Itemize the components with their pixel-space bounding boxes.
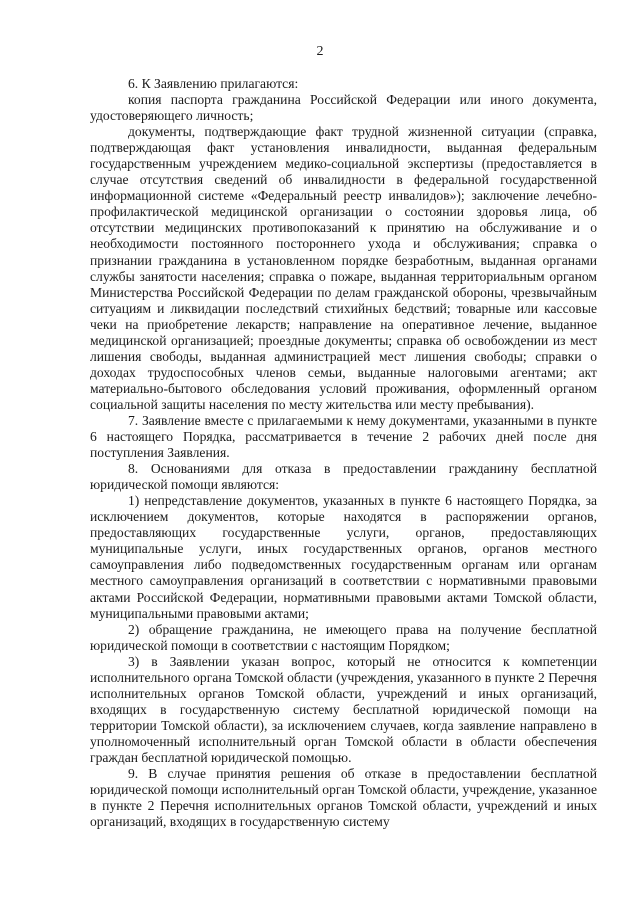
paragraph-8-heading: 8. Основаниями для отказа в предоставлении гражданину бесплатной юридической помощи являются: bbox=[90, 461, 597, 493]
paragraph-9: 9. В случае принятия решения об отказе в предоставлении бесплатной юридической помощи исполнительный орган Томской области, учреждение, указанное в пункте 2 Перечня исполнительных органов Томской области, учреждений и иных организаций, входящих в государственную систему bbox=[90, 766, 597, 830]
paragraph-passport-copy: копия паспорта гражданина Российской Федерации или иного документа, удостоверяющего личность; bbox=[90, 92, 597, 124]
paragraph-hardship-documents: документы, подтверждающие факт трудной жизненной ситуации (справка, подтверждающая факт установления инвалидности, выданная федеральным государственным учреждением медико-социальной экспертизы (предоставляется в случае отсутствия сведений об инвалидности в федеральной государственной информационной системе «Федеральный реестр инвалидов»); заключение лечебно-профилактической медицинской организации о состоянии здоровья лица, об отсутствии медицинских противопоказаний к принятию на обслуживание и о необходимости постоянного постороннего ухода и обслуживания; справка о признании гражданина в установленном порядке безработным, выданная органами службы занятости населения; справка о пожаре, выданная территориальным органом Министерства Российской Федерации по делам гражданской обороны, чрезвычайным ситуациям и ликвидации последствий стихийных бедствий; товарные или кассовые чеки на приобретение лекарств; направление на оперативное лечение, выданное медицинской организацией; проездные документы; справка об освобождении из мест лишения свободы, выданная администрацией мест лишения свободы; справки о доходах трудоспособных членов семьи, выданные налоговыми агентами; акт материально-бытового обследования условий проживания, оформленный органом социальной защиты населения по месту жительства или месту пребывания). bbox=[90, 124, 597, 412]
paragraph-6-heading: 6. К Заявлению прилагаются: bbox=[128, 76, 299, 91]
document-body bbox=[90, 76, 597, 830]
paragraph-8-item-2: 2) обращение гражданина, не имеющего права на получение бесплатной юридической помощи в соответствии с настоящим Порядком; bbox=[90, 621, 597, 653]
paragraph-7: 7. Заявление вместе с прилагаемыми к нему документами, указанными в пункте 6 настоящего Порядка, рассматривается в течение 2 рабочих дней после дня поступления Заявления. bbox=[90, 412, 597, 461]
paragraph-8-item-1: 1) непредставление документов, указанных в пункте 6 настоящего Порядка, за исключением документов, которые находятся в распоряжении органов, предоставляющих государственные услуги, органов, предоставляющих муниципальные услуги, иных государственных органов, органов местного самоуправления либо подведомственных государственным органам или органам местного самоуправления организаций в соответствии с нормативными правовыми актами Российской Федерации, нормативными правовыми актами Томской области, муниципальными правовыми актами; bbox=[90, 493, 597, 621]
page-number: 2 bbox=[316, 44, 324, 59]
paragraph-8-item-3: 3) в Заявлении указан вопрос, который не относится к компетенции исполнительного органа Томской области (учреждения, указанного в пункте 2 Перечня исполнительных органов Томской области, учреждений и иных организаций, входящих в государственную систему бесплатной юридической помощи на территории Томской области), за исключением случаев, когда заявление направлено в уполномоченный исполнительный орган Томской области в области обеспечения граждан бесплатной юридической помощью. bbox=[90, 653, 597, 765]
